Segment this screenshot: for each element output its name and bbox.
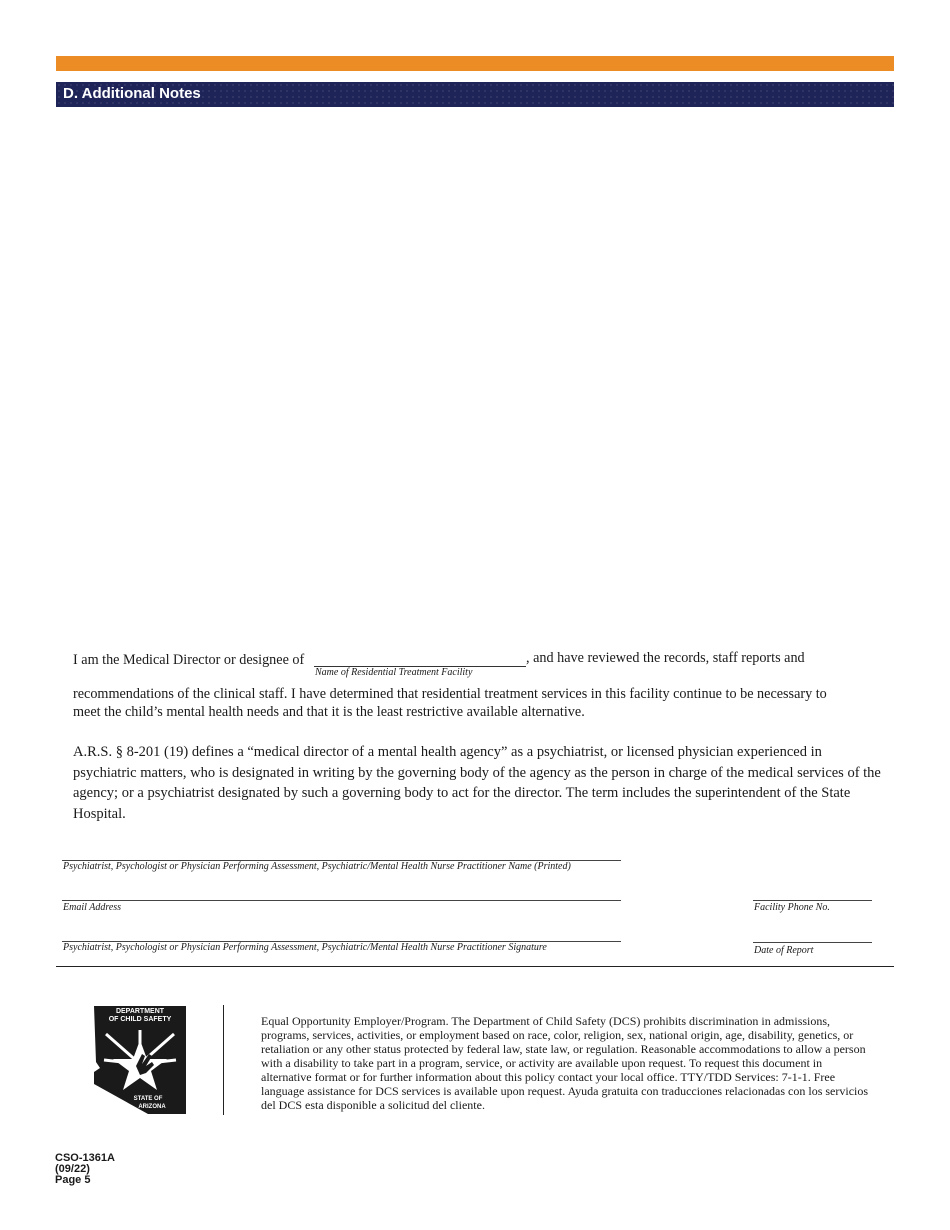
eeo-notice: Equal Opportunity Employer/Program. The Department of Child Safety (DCS) prohibits discrimination in admissions, programs, services, activities, or employment based on race, color, religion, sex, national origin, age, disability, genetics, or retaliation or any other status protected by federal law, state law, or regulation. Reasonable accommodations to allow a person with a disability to take part in a program, service, or activity are available upon request. To request this document in alternative format or for further information about this policy contact your local office. TTY/TDD Services: 7-1-1. Free language assistance for DCS services is available upon request. Ayuda gratuita con traducciones relacionadas con los servicios del DCS esta disponible a solicitud del cliente. bbox=[261, 1014, 869, 1112]
dcs-logo bbox=[92, 1004, 188, 1116]
email-line[interactable] bbox=[62, 900, 621, 901]
date-caption: Date of Report bbox=[754, 945, 814, 956]
facility-phone-line[interactable] bbox=[753, 900, 872, 901]
statute-definition: A.R.S. § 8-201 (19) defines a “medical director of a mental health agency” as a psychiatrist, or licensed physician experienced in psychiatric matters, who is designated in writing by the governing body of the agency as the person in charge of the medical services of the agency; or a psychiatrist designated by such a governing body to act for the director. The term includes the superintendent of the State Hospital. bbox=[73, 744, 881, 822]
logo-top-text-1: DEPARTMENT bbox=[115, 1008, 165, 1015]
attestation-suffix: , and have reviewed the records, staff reports and bbox=[526, 650, 805, 666]
logo-bottom-text-2: ARIZONA bbox=[138, 1104, 166, 1110]
additional-notes-field[interactable] bbox=[56, 107, 894, 637]
page-number: Page 5 bbox=[55, 1174, 91, 1186]
facility-phone-caption: Facility Phone No. bbox=[754, 902, 830, 913]
name-printed-caption: Psychiatrist, Psychologist or Physician Performing Assessment, Psychiatric/Mental Health Nurse Practitioner Name (Printed) bbox=[63, 861, 571, 872]
section-title: D. Additional Notes bbox=[63, 85, 201, 102]
orange-header-bar bbox=[56, 56, 894, 71]
logo-top-text-2: OF CHILD SAFETY bbox=[108, 1016, 172, 1023]
footer-divider bbox=[56, 966, 894, 967]
footer-vertical-rule bbox=[223, 1005, 224, 1115]
date-line[interactable] bbox=[753, 942, 872, 943]
logo-bottom-text-1: STATE OF bbox=[133, 1096, 163, 1102]
attestation-continuation: recommendations of the clinical staff. I have determined that residential treatment services in this facility continue to be necessary to meet the child’s mental health needs and that it is the least restrictive available alternative. bbox=[73, 686, 827, 720]
section-header bbox=[56, 82, 894, 107]
signature-caption: Psychiatrist, Psychologist or Physician Performing Assessment, Psychiatric/Mental Health Nurse Practitioner Signature bbox=[63, 942, 547, 953]
form-identifier bbox=[55, 1153, 115, 1186]
email-caption: Email Address bbox=[63, 902, 122, 913]
form-revision: (09/22) bbox=[55, 1163, 90, 1175]
facility-name-caption: Name of Residential Treatment Facility bbox=[315, 667, 473, 678]
attestation-prefix: I am the Medical Director or designee of bbox=[73, 652, 305, 668]
form-code: CSO-1361A bbox=[55, 1152, 115, 1164]
